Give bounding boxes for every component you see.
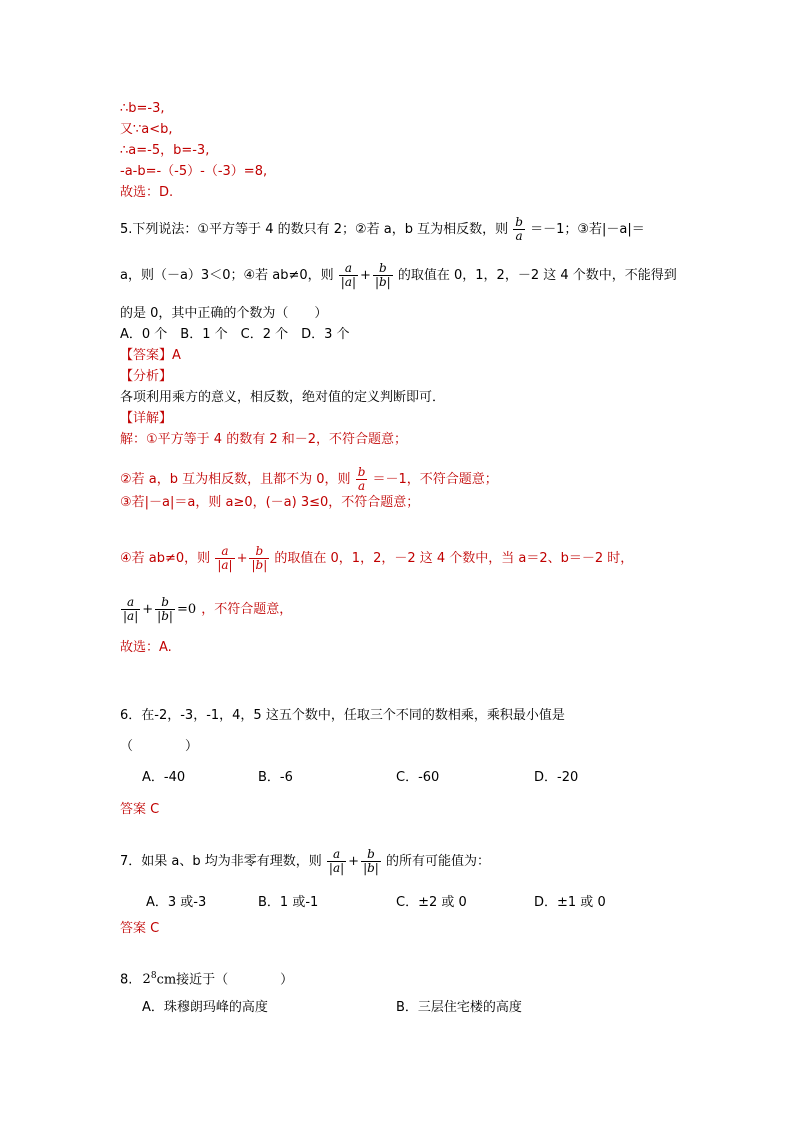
- frac-den: |b|: [374, 275, 391, 289]
- frac-den: |b|: [157, 609, 173, 623]
- q8-number: 8.: [120, 972, 133, 988]
- q5-analysis-head: 【分析】: [120, 369, 173, 384]
- q6-option-d: D．-20: [534, 770, 579, 785]
- plus-sign: +: [236, 550, 248, 566]
- q5-detail-4: [120, 545, 633, 572]
- fraction-b-over-a: [513, 216, 525, 243]
- q5-answer: 【答案】A: [120, 348, 181, 363]
- q6-answer: 答案 C: [120, 802, 160, 817]
- q7-option-b: B．1 或-1: [258, 895, 319, 910]
- q7-stem: [120, 848, 490, 875]
- q6-stem: 6．在-2，-3，-1，4，5 这五个数中，任取三个不同的数相乘，乘积最小值是: [120, 708, 565, 723]
- frac-num: a: [221, 544, 229, 558]
- q5-analysis: 各项利用乘方的意义，相反数，绝对值的定义判断即可．: [120, 390, 446, 405]
- q5-stem-line-2: [120, 262, 677, 289]
- plus-sign: +: [360, 267, 371, 283]
- frac-num: b: [515, 215, 523, 229]
- equals-zero: =0: [176, 601, 197, 617]
- q5-detail-2b: ＝－1，不符合题意；: [372, 472, 498, 487]
- q5-stem-line-1: [120, 216, 645, 243]
- frac-num: a: [344, 261, 352, 275]
- q6-paren: （ ）: [120, 739, 199, 754]
- frac-num: b: [367, 847, 375, 861]
- q8-stem-text: 接近于（ ）: [176, 972, 294, 988]
- frac-den: |a|: [340, 275, 357, 289]
- fraction-a-over-abs-a: [339, 262, 358, 289]
- frac-den: |a|: [328, 861, 345, 875]
- q7-answer: 答案 C: [120, 921, 160, 936]
- prev-line-4: -a-b=-（-5）-（-3）=8,: [120, 164, 268, 179]
- frac-den: |a|: [123, 609, 139, 623]
- prev-line-3: ∴a=-5，b=-3,: [120, 143, 210, 158]
- q7-stem-b: 的所有可能值为：: [385, 854, 490, 869]
- frac-num: b: [161, 595, 169, 609]
- frac-num: a: [127, 595, 135, 609]
- q5-detail-2: [120, 466, 498, 493]
- q5-stem-2a: a，则（－a）3＜0；④若 ab≠0，则: [120, 268, 334, 283]
- q6-option-b: B．-6: [258, 770, 293, 785]
- frac-den: a: [513, 229, 525, 243]
- fraction-b-over-abs-b: [373, 262, 393, 289]
- q5-detail-1: 解：①平方等于 4 的数有 2 和－2，不符合题意；: [120, 432, 407, 447]
- q5-detail-5: [120, 596, 292, 623]
- frac-den: |b|: [251, 558, 268, 572]
- frac-num: a: [332, 847, 341, 861]
- plus-sign: +: [348, 853, 360, 869]
- fraction-a-over-abs-a: [215, 545, 234, 572]
- prev-choose: 故选：D.: [120, 185, 174, 200]
- frac-num: b: [357, 465, 366, 479]
- q5-detail-3: ③若|－a|＝a，则 a≥0，(－a) 3≤0，不符合题意；: [120, 495, 420, 510]
- q7-option-a: A．3 或-3: [146, 895, 207, 910]
- q5-detail-5-text: ，不符合题意，: [201, 602, 293, 617]
- q5-choose: 故选：A.: [120, 640, 172, 655]
- plus-sign: +: [142, 601, 154, 617]
- fraction-b-over-abs-b: [155, 596, 175, 623]
- q8-unit: cm: [156, 972, 177, 988]
- fraction-a-over-abs-a: [121, 596, 140, 623]
- q5-stem-line-3: 的是 0，其中正确的个数为（ ）: [120, 306, 328, 321]
- frac-den: a: [356, 479, 368, 493]
- frac-num: b: [379, 261, 387, 275]
- q8-stem: [120, 968, 293, 988]
- frac-den: |b|: [363, 861, 379, 875]
- fraction-a-over-abs-a: [327, 848, 346, 875]
- q5-stem-1a: 5.下列说法：①平方等于 4 的数只有 2；②若 a，b 互为相反数，则: [120, 222, 509, 237]
- q7-option-d: D．±1 或 0: [534, 895, 606, 910]
- fraction-b-over-abs-b: [361, 848, 381, 875]
- fraction-b-over-a: [356, 466, 368, 493]
- q5-detail-head: 【详解】: [120, 411, 173, 426]
- frac-den: |a|: [217, 558, 233, 572]
- q5-stem-2b: 的取值在 0，1，2，－2 这 4 个数中，不能得到: [397, 268, 677, 283]
- q7-option-c: C．±2 或 0: [396, 895, 467, 910]
- q8-option-b: B．三层住宅楼的高度: [396, 1000, 522, 1015]
- q8-base: 2: [142, 972, 151, 988]
- q8-exponent: 8: [150, 971, 157, 981]
- frac-num: b: [255, 544, 264, 558]
- q8-option-a: A．珠穆朗玛峰的高度: [142, 1000, 268, 1015]
- q5-options: A．0 个 B．1 个 C．2 个 D．3 个: [120, 327, 350, 342]
- q5-detail-4b: 的取值在 0，1，2，－2 这 4 个数中，当 a＝2、b＝－2 时，: [274, 551, 634, 566]
- q6-option-a: A．-40: [142, 770, 186, 785]
- q7-stem-a: 7．如果 a、b 均为非零有理数，则: [120, 854, 322, 869]
- q5-detail-2a: ②若 a，b 互为相反数，且都不为 0，则: [120, 472, 351, 487]
- prev-line-2: 又∵a<b,: [120, 122, 173, 137]
- prev-line-1: ∴b=-3,: [120, 101, 165, 116]
- q5-stem-1b: ＝－1；③若|－a|＝: [530, 222, 645, 237]
- q5-detail-4a: ④若 ab≠0，则: [120, 551, 211, 566]
- fraction-b-over-abs-b: [249, 545, 269, 572]
- q6-option-c: C．-60: [396, 770, 440, 785]
